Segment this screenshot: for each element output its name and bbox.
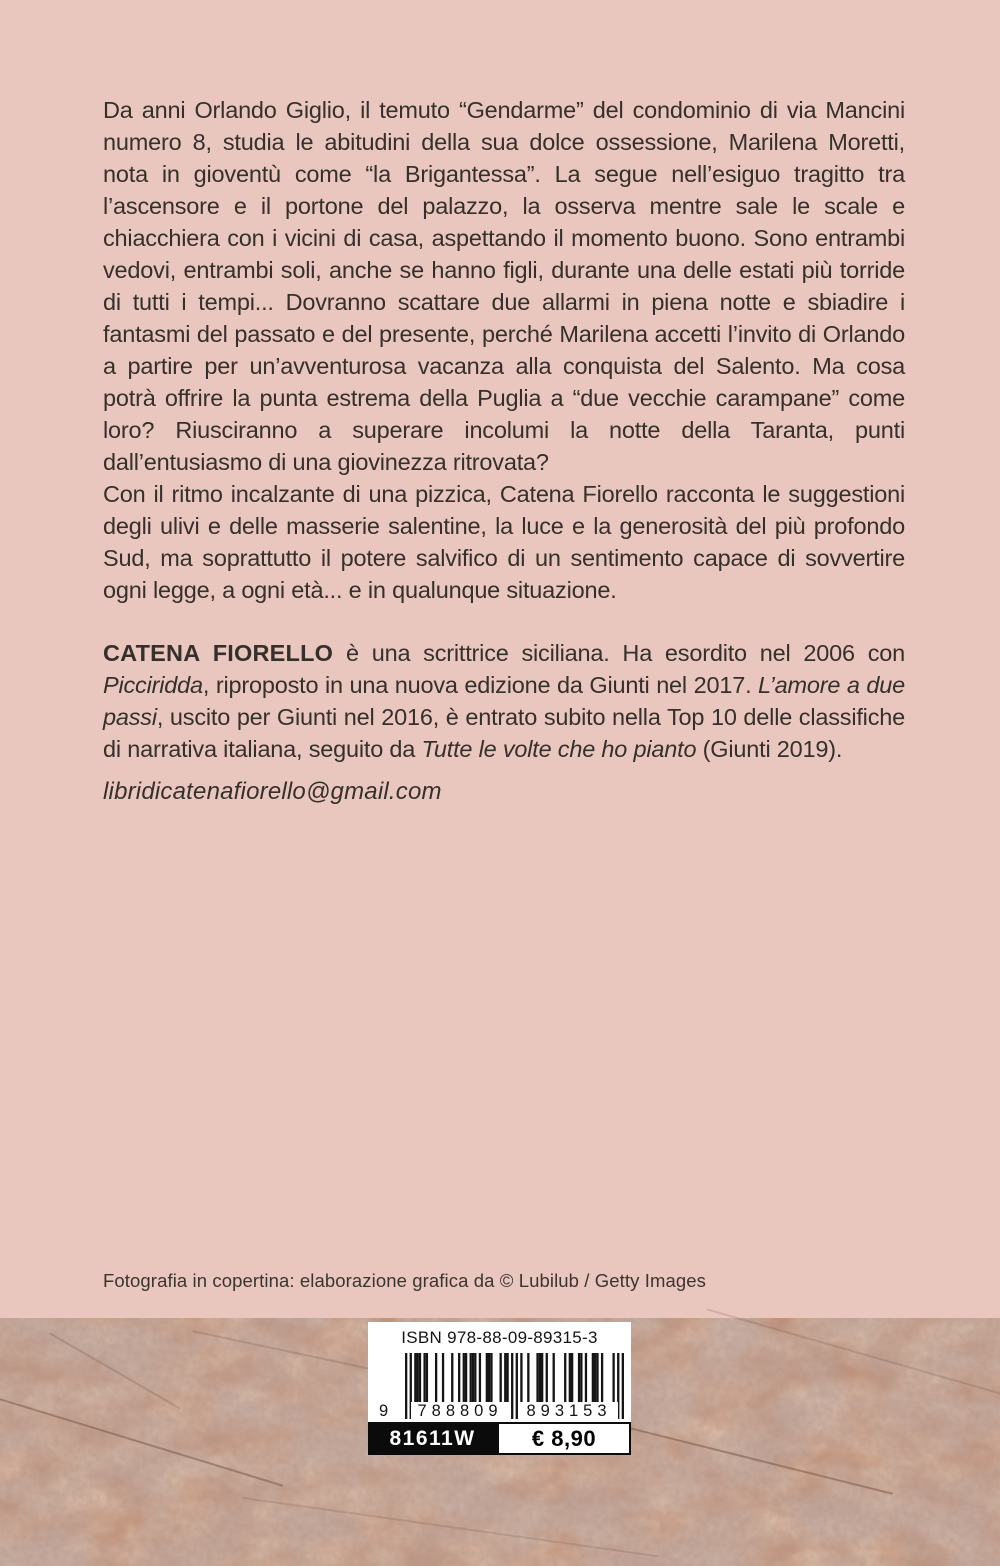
- book-title-amore-a-due-passi: L’amore a due passi: [103, 672, 905, 730]
- cover-photo-strip: [0, 1318, 1000, 1566]
- book-title-picciridda: Picciridda: [103, 672, 203, 698]
- barcode-digit-group-mid: 788809: [411, 1402, 509, 1421]
- photo-credit: Fotografia in copertina: elaborazione grafica da © Lubilub / Getty Images: [103, 1270, 706, 1291]
- barcode-digit-group-right: 893153: [520, 1402, 618, 1421]
- synopsis-paragraph-2: Con il ritmo incalzante di una pizzica, Catena Fiorello racconta le suggestioni degli ulivi e delle masserie salentine, la luce e la generosità del più profondo Sud, ma soprattutto il potere salvifico di un sentimento capace di sovvertire ogni legge, a ogni età... e in qualunque situazione.: [103, 481, 905, 603]
- synopsis-paragraph-1: Da anni Orlando Giglio, il temuto “Gendarme” del condominio di via Mancini numero 8, studia le abitudini della sua dolce ossessione, Marilena Moretti, nota in gioventù come “la Brigantessa”. La segue nell’esiguo tragitto tra l’ascensore e il portone del palazzo, la osserva mentre sale le scale e chiacchiera con i vicini di casa, aspettando il momento buono. Sono entrambi vedovi, entrambi soli, anche se hanno figli, durante una delle estati più torride di tutti i tempi... Dovranno scattare due allarmi in piena notte e sbiadire i fantasmi del passato e del presente, perché Marilena accetti l’invito di Orlando a partire per un’avventurosa vacanza alla conquista del Salento. Ma cosa potrà offrire la punta estrema della Puglia a “due vecchie carampane” come loro? Riusciranno a superare incolumi la notte della Taranta, punti dall’entusiasmo di una giovinezza ritrovata?: [103, 97, 905, 475]
- contact-email: libridicatenafiorello@gmail.com: [103, 778, 442, 805]
- bio-text-3: , uscito per Giunti nel 2016, è entrato subito nella Top 10 delle classifiche di narrativa italiana, seguito da: [103, 704, 905, 762]
- barcode-digit-group-left: 9: [379, 1402, 389, 1420]
- author-bio: [103, 637, 905, 765]
- ean-barcode: [379, 1353, 624, 1420]
- bio-text-4: (Giunti 2019).: [696, 736, 843, 762]
- isbn-number: ISBN 978-88-09-89315-3: [401, 1328, 598, 1347]
- barcode-label: [368, 1322, 631, 1455]
- price-row: [368, 1422, 631, 1455]
- price: € 8,90: [497, 1422, 631, 1455]
- book-title-tutte-le-volte: Tutte le volte che ho pianto: [421, 736, 697, 762]
- author-name: CATENA FIORELLO: [103, 640, 334, 666]
- bio-text-1: è una scrittrice siciliana. Ha esordito nel 2006 con: [333, 640, 905, 666]
- product-code: 81611W: [368, 1422, 497, 1455]
- synopsis-block: [103, 94, 905, 806]
- bio-text-2: , riproposto in una nuova edizione da Giunti nel 2017.: [202, 672, 759, 698]
